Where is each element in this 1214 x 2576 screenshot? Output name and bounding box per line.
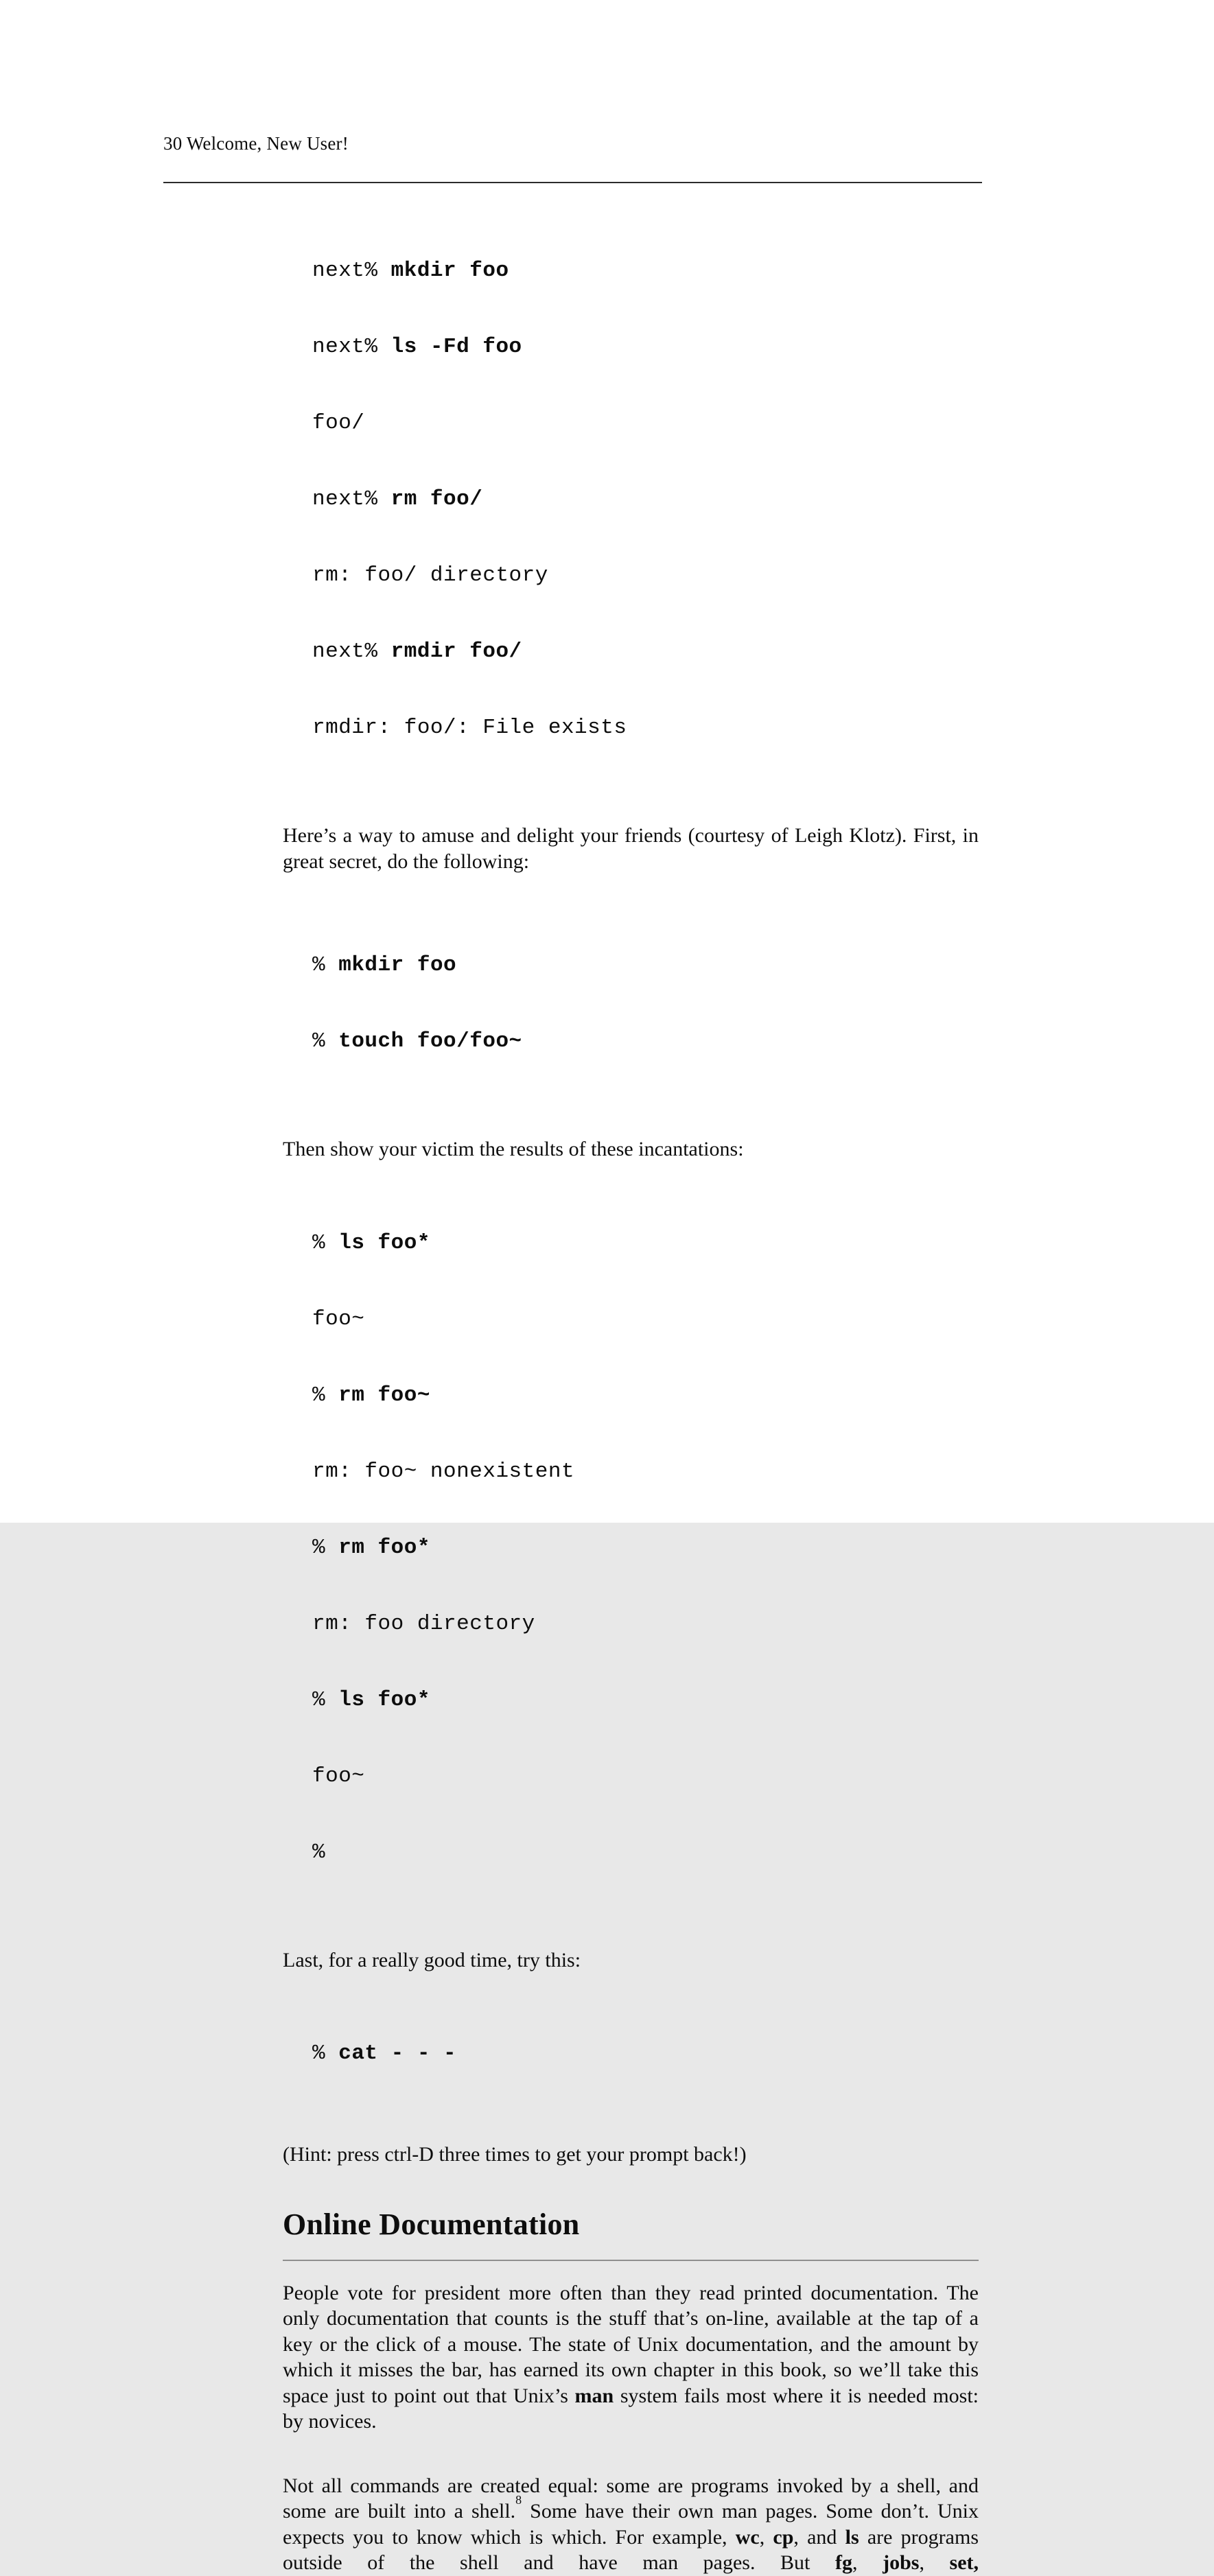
code-line: % touch foo/foo~	[312, 1029, 522, 1053]
code-block-cat-demo	[312, 1990, 979, 2117]
code-line: next% mkdir foo	[312, 259, 509, 283]
code-line: % mkdir foo	[312, 953, 457, 977]
content-column	[283, 192, 979, 2576]
code-line: % rm foo*	[312, 1535, 430, 1560]
code-line: % cat - - -	[312, 2041, 457, 2065]
code-line: rm: foo directory	[312, 1611, 535, 1636]
code-line: rmdir: foo/: File exists	[312, 716, 627, 740]
code-line: rm: foo/ directory	[312, 563, 548, 587]
running-header: 30 Welcome, New User!	[163, 133, 349, 154]
code-line: rm: foo~ nonexistent	[312, 1459, 575, 1484]
code-line: %	[312, 1840, 326, 1864]
code-line: % ls foo*	[312, 1230, 430, 1255]
section-heading: Online Documentation	[283, 2207, 580, 2241]
code-block-mkdir-demo	[312, 207, 979, 791]
header-rule	[163, 182, 982, 183]
code-line: % rm foo~	[312, 1383, 430, 1407]
code-line: foo/	[312, 411, 365, 435]
paragraph-online-doc-1: People vote for president more often than they read printed documentation. The only documentation that counts is the stuff that’s on-line, available at the tap of a key or the click of a mouse. The state of Unix documentation, and the amount by which it misses the bar, has earned its own chapter in this book, so we’ll take this space just to point out that Unix’s man system fails most where it is needed most: by novices.	[283, 2281, 979, 2433]
code-line: next% rmdir foo/	[312, 640, 522, 664]
section-heading-rule	[283, 2260, 979, 2261]
paragraph-online-doc-2: Not all commands are created equal: some are programs invoked by a shell, and some are built into a shell.$^8$ Some have their own man pages. Some don’t. Unix expects you to know which is which. For example, wc, cp, and ls are programs outside of the shell and have man pages. But fg, jobs, set,	[283, 2474, 979, 2574]
code-block-victim-session	[312, 1180, 979, 1916]
paragraph-victim-intro: Then show your victim the results of these incantations:	[283, 1138, 744, 1160]
code-line: foo~	[312, 1307, 365, 1331]
paragraph-hint: (Hint: press ctrl-D three times to get your prompt back!)	[283, 2143, 747, 2166]
code-line: foo~	[312, 1764, 365, 1788]
paragraph-amuse-intro: Here’s a way to amuse and delight your friends (courtesy of Leigh Klotz). First, in great secret, do the following:	[283, 824, 979, 873]
code-line: next% rm foo/	[312, 487, 483, 511]
code-block-secret-setup	[312, 902, 979, 1105]
paragraph-good-time: Last, for a really good time, try this:	[283, 1948, 581, 1971]
code-line: % ls foo*	[312, 1687, 430, 1712]
code-line: next% ls -Fd foo	[312, 335, 522, 359]
